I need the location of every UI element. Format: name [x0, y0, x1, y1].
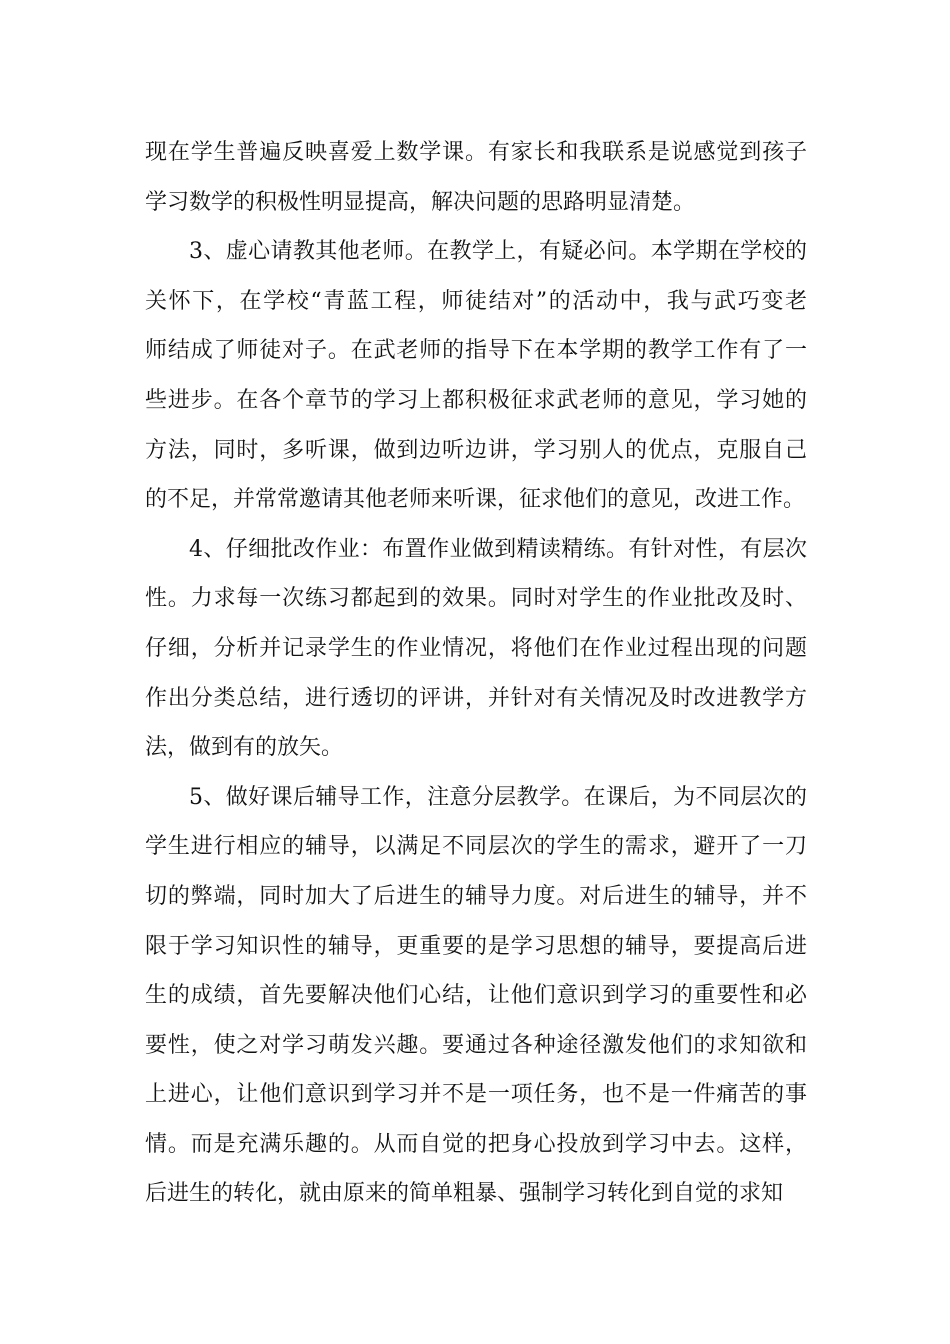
text-line: 4、仔细批改作业：布置作业做到精读精练。有针对性，有层次 — [189, 536, 807, 562]
text-line: 要性，使之对学习萌发兴趣。要通过各种途径激发他们的求知欲和 — [145, 1032, 807, 1058]
text-line: 师结成了师徒对子。在武老师的指导下在本学期的教学工作有了一 — [145, 338, 807, 364]
text-line: 些进步。在各个章节的学习上都积极征求武老师的意见，学习她的 — [145, 387, 807, 413]
text-line: 上进心，让他们意识到学习并不是一项任务，也不是一件痛苦的事 — [145, 1082, 807, 1108]
text-line: 情。而是充满乐趣的。从而自觉的把身心投放到学习中去。这样， — [145, 1131, 807, 1157]
text-line: 切的弊端，同时加大了后进生的辅导力度。对后进生的辅导，并不 — [145, 883, 807, 909]
text-line: 的不足，并常常邀请其他老师来听课，征求他们的意见，改进工作。 — [145, 487, 806, 513]
text-line: 后进生的转化，就由原来的简单粗暴、强制学习转化到自觉的求知 — [145, 1181, 784, 1207]
text-line: 限于学习知识性的辅导，更重要的是学习思想的辅导，要提高后进 — [145, 933, 807, 959]
text-line: 关怀下，在学校“青蓝工程，师徒结对”的活动中，我与武巧变老 — [145, 288, 807, 314]
text-line: 5、做好课后辅导工作，注意分层教学。在课后，为不同层次的 — [189, 784, 807, 810]
text-line: 生的成绩，首先要解决他们心结，让他们意识到学习的重要性和必 — [145, 983, 807, 1009]
text-line: 法，做到有的放矢。 — [145, 735, 344, 761]
text-line: 仔细，分析并记录学生的作业情况，将他们在作业过程出现的问题 — [145, 635, 807, 661]
text-line: 性。力求每一次练习都起到的效果。同时对学生的作业批改及时、 — [145, 586, 807, 612]
text-line: 现在学生普遍反映喜爱上数学课。有家长和我联系是说感觉到孩子 — [145, 140, 807, 165]
paragraph-5 — [145, 773, 807, 1219]
paragraph-4 — [145, 525, 807, 773]
paragraph-3 — [145, 227, 807, 525]
text-line: 3、虚心请教其他老师。在教学上，有疑必问。本学期在学校的 — [189, 239, 807, 265]
body-text — [145, 128, 807, 1219]
text-line: 学生进行相应的辅导，以满足不同层次的学生的需求，避开了一刀 — [145, 834, 807, 860]
text-line: 方法，同时，多听课，做到边听边讲，学习别人的优点，克服自己 — [145, 437, 807, 463]
text-line: 作出分类总结，进行透切的评讲，并针对有关情况及时改进教学方 — [145, 685, 807, 711]
paragraph-continuation — [145, 128, 807, 227]
text-line: 学习数学的积极性明显提高，解决问题的思路明显清楚。 — [145, 189, 696, 215]
